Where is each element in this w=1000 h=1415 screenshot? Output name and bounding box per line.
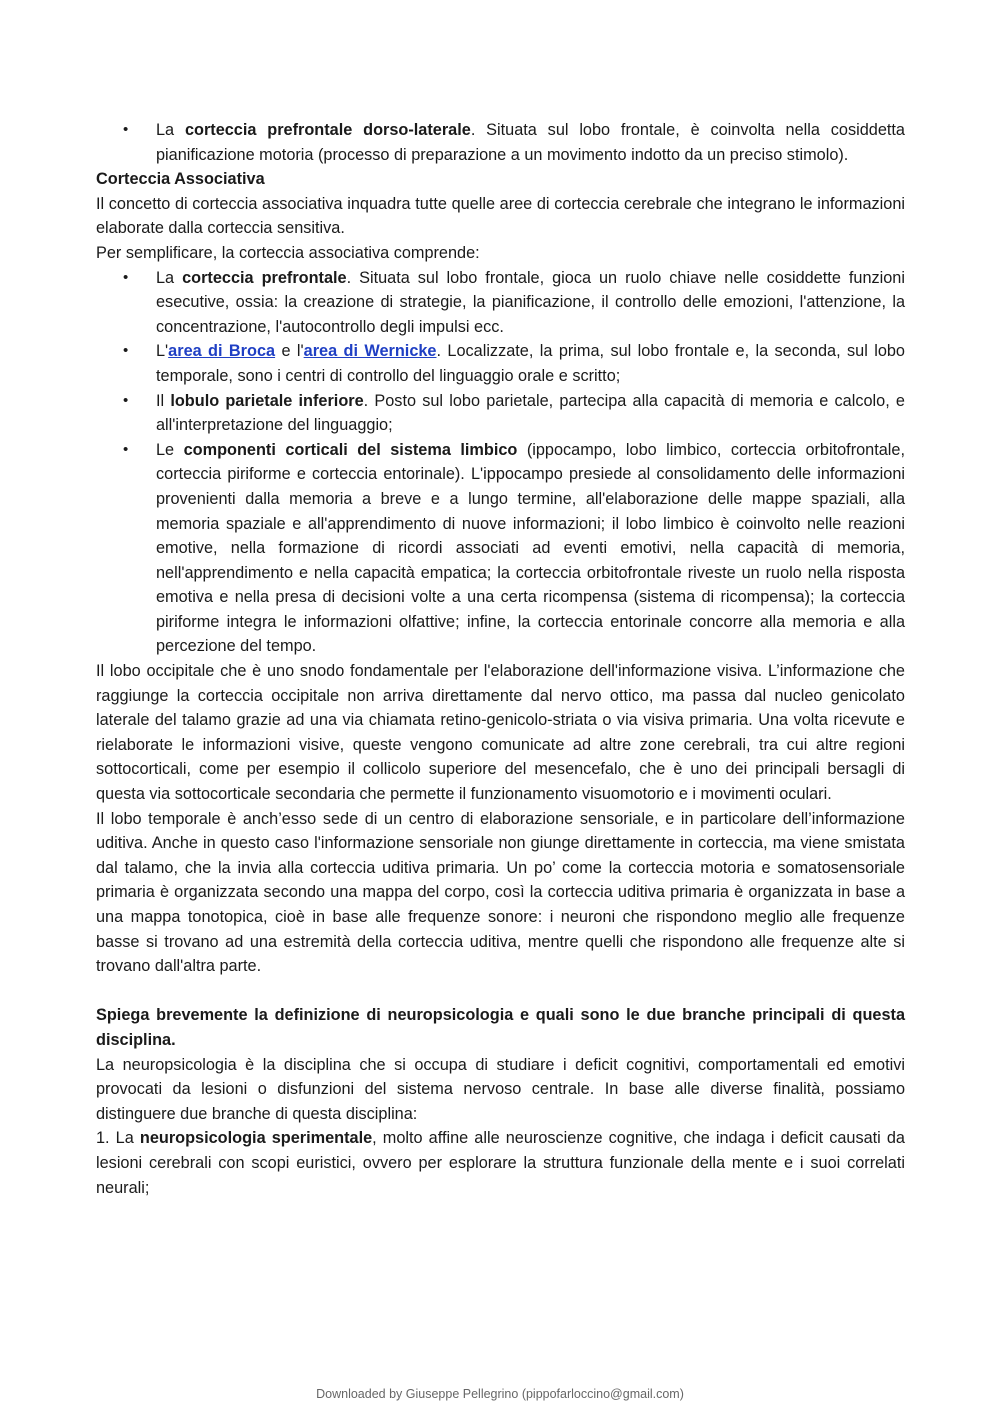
bullet-list-associative (96, 266, 905, 660)
question-heading: Spiega brevemente la definizione di neuropsicologia e quali sono le due branche principali di questa disciplina. (96, 1006, 905, 1049)
numbered-item (96, 1126, 905, 1200)
text: 1. La (96, 1129, 140, 1148)
section-heading: Corteccia Associativa (96, 170, 265, 189)
bold-term: lobulo parietale inferiore (170, 391, 364, 410)
paragraph: Per semplificare, la corteccia associativa comprende: (96, 243, 480, 262)
link-area-broca[interactable]: area di Broca (168, 342, 276, 361)
text: L' (156, 342, 169, 361)
bold-term: corteccia prefrontale (182, 268, 347, 287)
download-footer: Downloaded by Giuseppe Pellegrino (pippofarloccino@gmail.com) (316, 1387, 684, 1401)
list-item (156, 339, 905, 388)
text: . Situata sul lobo frontale, gioca un ruolo chiave nelle cosiddette funzioni esecutive, ossia: la creazione di strategie, la pianificazione, il controllo delle emozioni, l'attenzione, la concentrazione, l'autocontrollo degli impulsi ecc. (156, 268, 905, 336)
bold-term: neuropsicologia sperimentale (139, 1129, 373, 1148)
text: La (156, 121, 185, 139)
text: Le (156, 440, 184, 459)
text: . Posto sul lobo parietale, partecipa alla capacità di memoria e calcolo, e all'interpretazione del linguaggio; (156, 391, 905, 435)
text: . Localizzate, la prima, sul lobo frontale e, la seconda, sul lobo temporale, sono i centri di controllo del linguaggio orale e scritto; (156, 342, 905, 385)
text: La (156, 268, 183, 287)
list-item (156, 389, 905, 438)
paragraph: Il lobo occipitale che è uno snodo fondamentale per l'elaborazione dell'informazione visiva. L’informazione che raggiunge la corteccia occipitale non arriva direttamente dal nervo ottico, ma passa dal nucleo genicolato laterale del talamo grazie ad una via chiamata retino-genicolo-striata o via visiva primaria. Una volta ricevute e rielaborate le informazioni visive, queste vengono comunicate ad altre zone cerebrali, tra cui altre regioni sottocorticali, come per esempio il collicolo superiore del mesencefalo, che è uno dei principali bersagli di questa via sottocorticale secondaria che permette il funzionamento visuomotorio e i movimenti oculari. (96, 662, 905, 804)
text: (ippocampo, lobo limbico, corteccia orbitofrontale, corteccia piriforme e corteccia entorinale). L'ippocampo presiede al consolidamento delle informazioni provenienti dalla memoria a breve e a lungo termine, all'elaborazione delle mappe spaziali, alla memoria spaziale e all'apprendimento di nuove informazioni; il lobo limbico è coinvolto nelle reazioni emotive, nella formazione di ricordi associati ad eventi emotivi, nella capacità di memoria, nell'apprendimento e nella capacità empatica; la corteccia orbitofrontale riveste un ruolo nella risposta emotiva e nella presa di decisioni volte a una certa ricompensa (sistema di ricompensa); la corteccia piriforme integra le informazioni olfattive; infine, la corteccia entorinale concorre alla memoria e alla percezione del tempo. (156, 440, 906, 656)
text: , molto affine alle neuroscienze cognitive, che indaga i deficit causati da lesioni cerebrali con scopi euristici, ovvero per esplorare la struttura funzionale della mente e i suoi correlati neurali; (96, 1129, 905, 1197)
bold-term: componenti corticali del sistema limbico (183, 440, 518, 459)
bold-term: corteccia prefrontale dorso-laterale (184, 121, 471, 139)
paragraph: La neuropsicologia è la disciplina che si occupa di studiare i deficit cognitivi, comportamentali ed emotivi provocati da lesioni o disfunzioni del sistema nervoso centrale. In base alle diverse finalità, possiamo distinguere due branche di questa disciplina: (96, 1055, 905, 1123)
document-page (96, 118, 905, 1200)
spacer (96, 979, 905, 1004)
paragraph: Il concetto di corteccia associativa inquadra tutte quelle aree di corteccia cerebrale che integrano le informazioni elaborate dalla corteccia sensitiva. (96, 194, 905, 238)
link-area-wernicke[interactable]: area di Wernicke (303, 342, 437, 361)
bullet-list-top (96, 118, 905, 167)
paragraph: Il lobo temporale è anch’esso sede di un centro di elaborazione sensoriale, e in particolare dell’informazione uditiva. Anche in questo caso l'informazione sensoriale non giunge direttamente in corteccia, ma viene smistata dal talamo, che la invia alla corteccia uditiva primaria. Un po’ come la corteccia motoria e somatosensoriale primaria è organizzata secondo una mappa del corpo, così la corteccia uditiva primaria è organizzata in base a una mappa tonotopica, cioè in base alle frequenze sonore: i neuroni che rispondono meglio alle frequenze basse si trovano ad una estremità della corteccia uditiva, mentre quelli che rispondono alle frequenze alte si trovano dall'altra parte. (96, 809, 905, 976)
text: Il (156, 391, 171, 410)
text: e l' (275, 342, 304, 361)
list-item (156, 438, 905, 659)
list-item (156, 118, 905, 167)
list-item (156, 266, 905, 340)
text: . Situata sul lobo frontale, è coinvolta nella cosiddetta pianificazione motoria (processo di preparazione a un movimento indotto da un preciso stimolo). (156, 121, 905, 164)
